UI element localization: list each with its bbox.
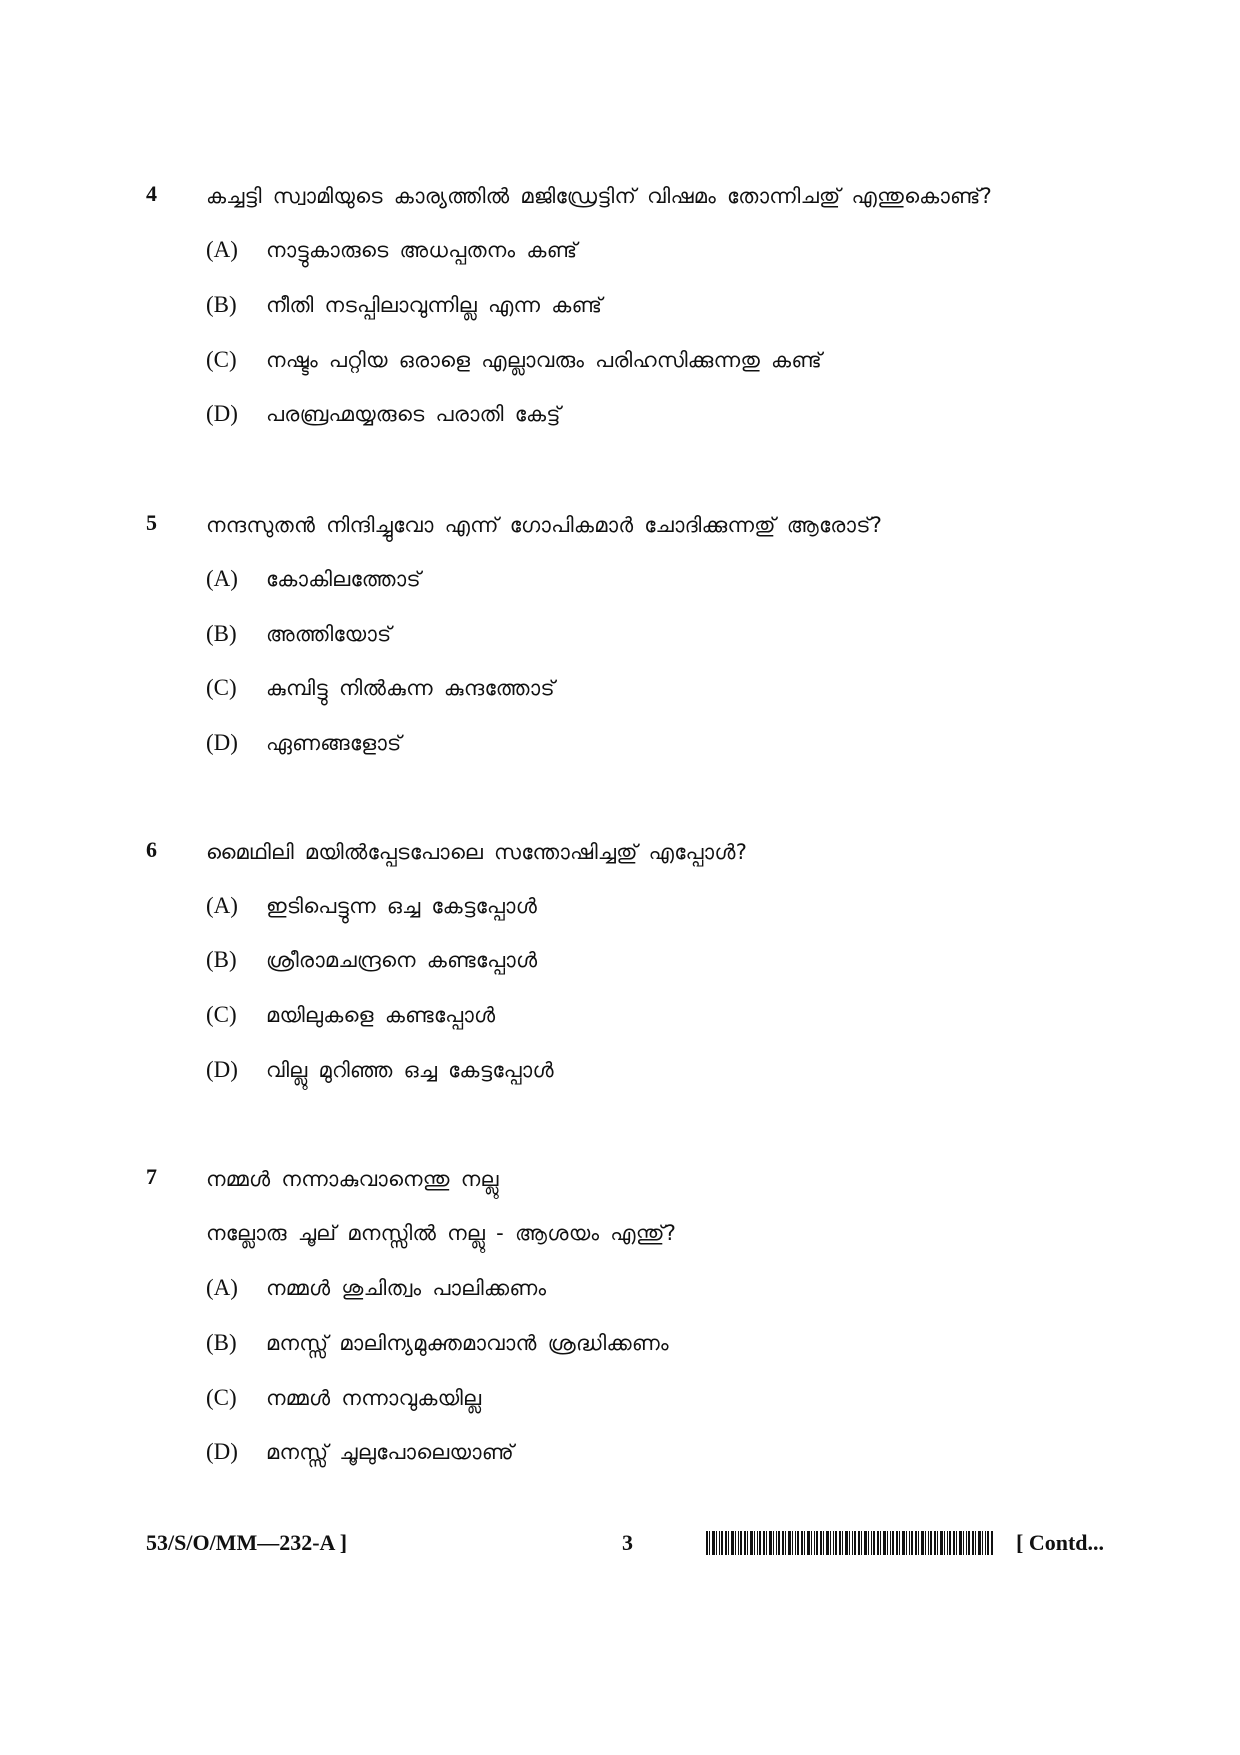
option-b — [206, 620, 1106, 650]
option-label: (C) — [206, 347, 237, 372]
option-text: നാട്ടുകാരുടെ അധപ്പതനം കണ്ട് — [266, 238, 578, 262]
option-text: മയിലുകളെ കണ്ടപ്പോൾ — [266, 1003, 496, 1027]
option-label: (A) — [206, 237, 238, 262]
option-label: (D) — [206, 730, 238, 755]
question-number: 6 — [146, 837, 157, 862]
option-b — [206, 1329, 1106, 1359]
option-label: (A) — [206, 566, 238, 591]
question-text: നമ്മൾ നന്നാകുവാനെന്തു നല്ലു — [206, 1167, 499, 1191]
option-c — [206, 346, 1106, 376]
option-label: (D) — [206, 1439, 238, 1464]
option-d — [206, 729, 1106, 759]
option-label: (B) — [206, 1330, 237, 1355]
option-text: പരബ്രഹ്മയ്യരുടെ പരാതി കേട്ട് — [266, 402, 561, 426]
option-d — [206, 1438, 1106, 1468]
option-text: അത്തിയോട് — [266, 622, 392, 646]
option-c — [206, 1384, 1106, 1414]
option-text: നമ്മൾ ശുചിത്വം പാലിക്കണം — [266, 1276, 547, 1300]
option-text: ഇടിപെട്ടുന്ന ഒച്ച കേട്ടപ്പോൾ — [266, 894, 538, 918]
question-number: 5 — [146, 510, 157, 535]
option-label: (C) — [206, 1385, 237, 1410]
option-label: (D) — [206, 1057, 238, 1082]
option-label: (D) — [206, 401, 238, 426]
option-d — [206, 400, 1106, 430]
option-text: കോകിലത്തോട് — [266, 567, 421, 591]
option-label: (B) — [206, 621, 237, 646]
continued-label: [ Contd... — [1016, 1530, 1105, 1555]
barcode-icon — [706, 1531, 994, 1555]
paper-code: 53/S/O/MM—232-A ] — [146, 1530, 348, 1555]
option-text: നഷ്ടം പറ്റിയ ഒരാളെ എല്ലാവരും പരിഹസിക്കുന്നതു കണ്ട് — [266, 348, 822, 372]
option-label: (C) — [206, 1002, 237, 1027]
option-label: (B) — [206, 292, 237, 317]
option-label: (C) — [206, 675, 237, 700]
option-text: മനസ്സ് ചൂലുപോലെയാണു് — [266, 1440, 514, 1464]
option-label: (A) — [206, 1275, 238, 1300]
option-text: നമ്മൾ നന്നാവുകയില്ല — [266, 1386, 482, 1410]
option-a — [206, 236, 1106, 266]
page-number: 3 — [622, 1530, 633, 1555]
option-text: കുമ്പിട്ടു നിൽകുന്ന കുന്ദത്തോട് — [266, 676, 555, 700]
option-d — [206, 1056, 1106, 1086]
option-c — [206, 674, 1106, 704]
question-text: നന്ദസുതൻ നിന്ദിച്ചുവോ എന്ന് ഗോപികമാർ ചോദിക്കുന്നതു് ആരോട്? — [206, 513, 883, 537]
option-text: നീതി നടപ്പിലാവുന്നില്ല എന്ന കണ്ട് — [266, 293, 603, 317]
question-number: 7 — [146, 1164, 157, 1189]
option-a — [206, 892, 1106, 922]
option-text: ഏണങ്ങളോട് — [266, 731, 402, 755]
option-text: വില്ലു മുറിഞ്ഞ ഒച്ച കേട്ടപ്പോൾ — [266, 1058, 554, 1082]
question-number: 4 — [146, 181, 157, 206]
option-a — [206, 1274, 1106, 1304]
option-c — [206, 1001, 1106, 1031]
option-b — [206, 291, 1106, 321]
option-b — [206, 946, 1106, 976]
option-label: (A) — [206, 893, 238, 918]
option-a — [206, 565, 1106, 595]
option-text: മനസ്സ് മാലിന്യമുക്തമാവാൻ ശ്രദ്ധിക്കണം — [266, 1331, 669, 1355]
question-text-line2: നല്ലോരു ചൂല് മനസ്സിൽ നല്ലു - ആശയം എന്തു്? — [206, 1221, 677, 1245]
option-label: (B) — [206, 947, 237, 972]
option-text: ശ്രീരാമചന്ദ്രനെ കണ്ടപ്പോൾ — [266, 948, 538, 972]
question-text: കച്ചട്ടി സ്വാമിയുടെ കാര്യത്തിൽ മജിഡ്രേട്ടിന് വിഷമം തോന്നിചതു് എന്തുകൊണ്ട്? — [206, 184, 993, 208]
question-text: മൈഥിലി മയിൽപ്പേടപോലെ സന്തോഷിച്ചതു് എപ്പോൾ? — [206, 840, 748, 864]
